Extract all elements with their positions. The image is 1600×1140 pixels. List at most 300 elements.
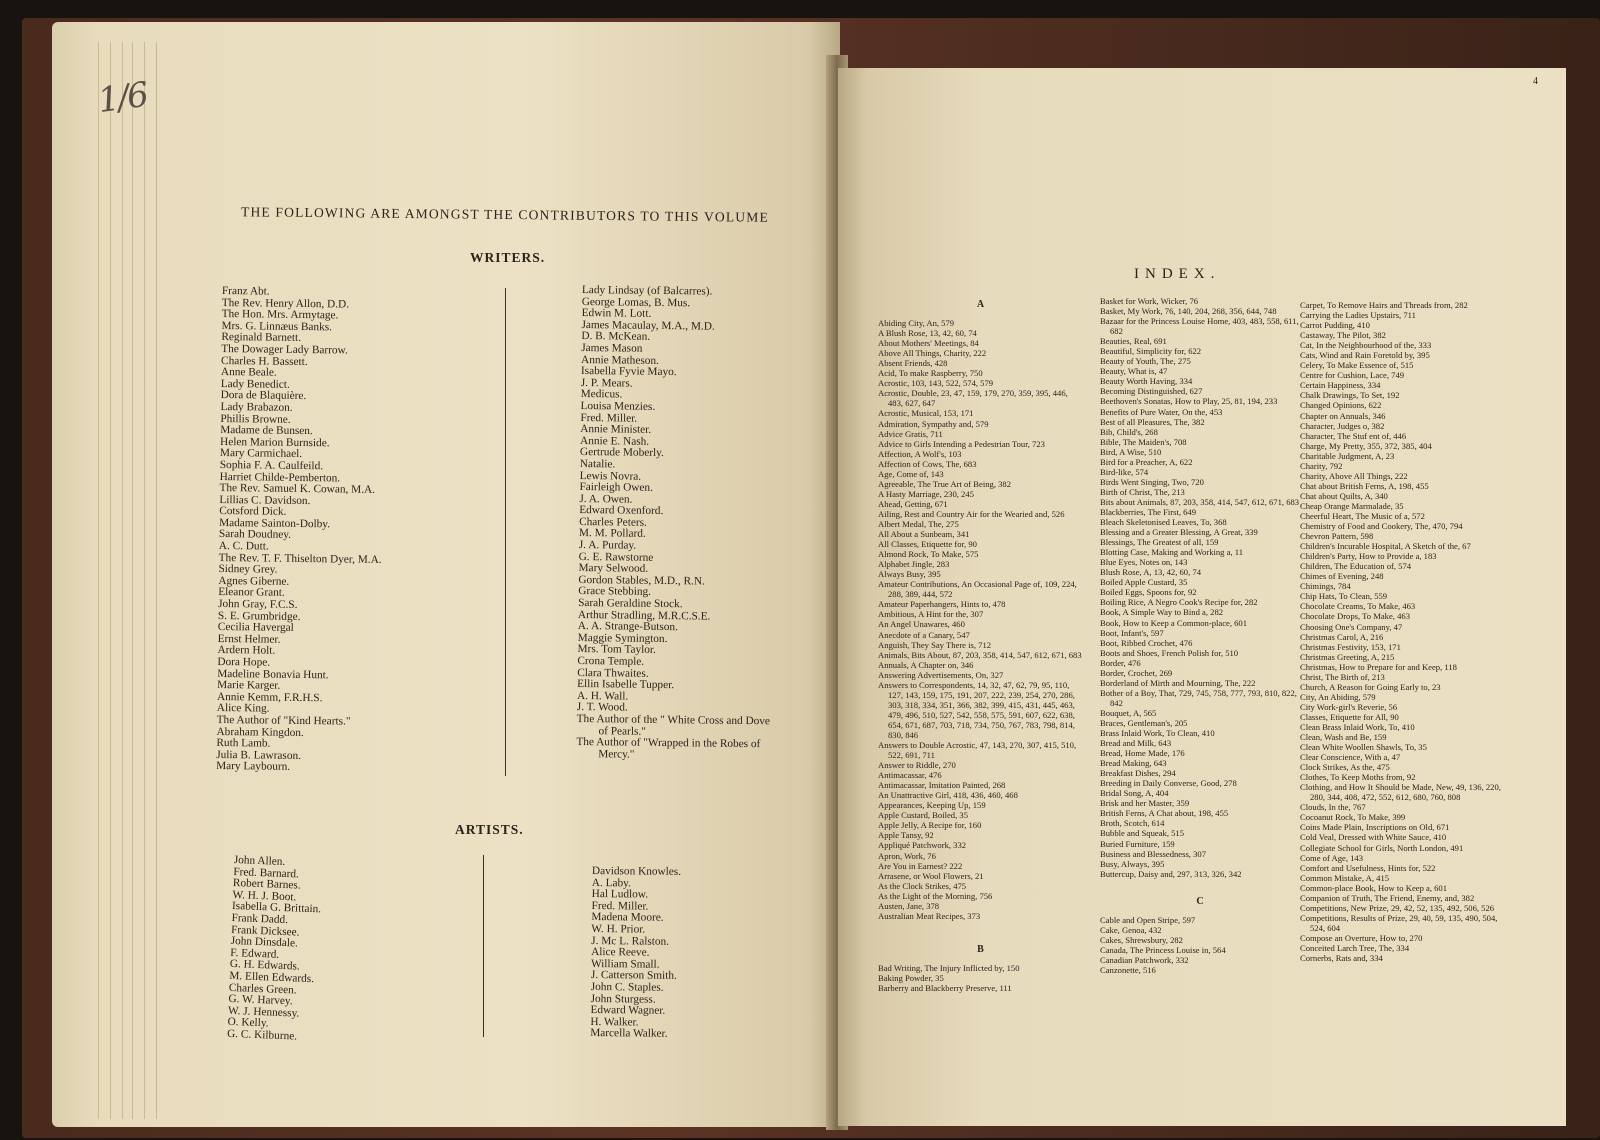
index-entry: Almond Rock, To Make, 575 — [878, 549, 979, 560]
index-entry: Canzonette, 516 — [1100, 965, 1156, 975]
artist-name: O. Kelly. — [227, 1016, 269, 1030]
artist-name: Edward Wagner. — [590, 1004, 666, 1017]
writer-name: Mrs. Tom Taylor. — [577, 643, 656, 657]
artist-name: J. Catterson Smith. — [590, 969, 677, 983]
contributors-heading: THE FOLLOWING ARE AMONGST THE CONTRIBUTORS TO THIS VOLUME — [240, 204, 770, 225]
writers-list-right — [576, 285, 787, 763]
writer-name: Helen Marion Burnside. — [220, 435, 330, 450]
writer-name: Charles H. Bassett. — [221, 354, 308, 368]
index-letter-c: C — [1196, 895, 1204, 907]
index-letter-b: B — [977, 943, 984, 955]
index-entry: Chapter on Annuals, 346 — [1300, 410, 1386, 421]
index-entry: Clock Strikes, As the, 475 — [1300, 762, 1390, 773]
right-page — [838, 68, 1566, 1126]
index-entry: Always Busy, 395 — [878, 569, 941, 580]
artist-name: Frank Dadd. — [231, 911, 289, 927]
index-entry: Best of all Pleasures, The, 382 — [1100, 416, 1205, 427]
index-entry: Bread, Home Made, 176 — [1100, 748, 1185, 759]
index-entry: Book, A Simple Way to Bind a, 282 — [1100, 607, 1224, 618]
writer-name: J. A. Owen. — [579, 492, 633, 506]
writer-name: M. M. Pollard. — [578, 527, 646, 541]
writer-name: Dora de Blaquière. — [220, 389, 307, 403]
writer-name: Clara Thwaites. — [577, 666, 649, 680]
index-entry: Chalk Drawings, To Set, 192 — [1300, 390, 1400, 401]
index-entry: Arrasene, or Wool Flowers, 21 — [878, 870, 984, 881]
index-entry: Canadian Patchwork, 332 — [1100, 954, 1189, 965]
index-entry: Borderland of Mirth and Mourning, The, 222 — [1100, 677, 1256, 688]
index-entry: Apple Jelly, A Recipe for, 160 — [878, 820, 982, 831]
column-divider — [505, 288, 506, 776]
writer-name: Annie Minister. — [580, 423, 652, 436]
writer-name: Mary Carmichael. — [219, 447, 303, 461]
artist-name: G. W. Harvey. — [228, 993, 293, 1008]
writer-name: Mary Laybourn. — [216, 760, 291, 774]
index-entry: Bread Making, 643 — [1100, 758, 1167, 769]
index-entry: Ahead, Getting, 671 — [878, 498, 948, 509]
writer-name: Lewis Novra. — [579, 469, 642, 483]
index-entry: Chocolate Drops, To Make, 463 — [1300, 611, 1410, 622]
writer-name: Julia B. Lawrason. — [216, 748, 302, 762]
index-entry: Common Mistake, A, 415 — [1300, 872, 1390, 883]
writer-name: The Author of "Kind Hearts." — [216, 713, 351, 728]
writer-name: Eleanor Grant. — [218, 586, 285, 600]
index-entry: Albert Medal, The, 275 — [878, 518, 959, 529]
index-entry: Acid, To make Raspberry, 750 — [878, 368, 983, 379]
writer-name: Sophia F. A. Caulfeild. — [219, 458, 324, 473]
index-entry: Clouds, In the, 767 — [1300, 802, 1366, 813]
index-entry: Breakfast Dishes, 294 — [1100, 768, 1176, 779]
writer-name: Madame de Bunsen. — [220, 424, 313, 438]
writer-name: James Macaulay, M.A., M.D. — [581, 318, 715, 333]
index-entry: Charitable Judgment, A, 23 — [1300, 450, 1395, 461]
artist-name: F. Edward. — [230, 946, 280, 961]
index-entry: Bazaar for the Princess Louise Home, 403, 483, 558, 611, 682 — [1100, 316, 1299, 337]
index-entry: Boot, Infant's, 597 — [1100, 627, 1164, 638]
index-entry: Clothing, and How It Should be Made, New, 49, 136, 220, 280, 344, 408, 472, 552, 612, 680, 760, 808 — [1300, 782, 1501, 803]
index-entry: Boot, Ribbed Crochet, 476 — [1100, 637, 1193, 648]
index-entry: Amateur Paperhangers, Hints to, 478 — [878, 599, 1006, 610]
index-entry: Blush Rose, A, 13, 42, 60, 74 — [1100, 567, 1201, 578]
index-entry: Charity, Above All Things, 222 — [1300, 470, 1408, 481]
index-entry: Age, Come of, 143 — [878, 468, 944, 479]
index-entry: Border, 476 — [1100, 657, 1141, 668]
index-entry: Cheerful Heart, The Music of a, 572 — [1300, 510, 1425, 521]
index-entry: Common-place Book, How to Keep a, 601 — [1300, 882, 1448, 893]
writer-name: Sarah Doudney. — [218, 528, 292, 542]
index-entry: Christmas Carol, A, 216 — [1300, 631, 1384, 642]
writer-name: A. C. Dutt. — [218, 540, 269, 553]
index-entry: Choosing One's Company, 47 — [1300, 621, 1403, 632]
index-entry: Competitions, New Prize, 29, 42, 52, 135, 492, 506, 526 — [1300, 902, 1495, 913]
index-entry: Advice to Girls Intending a Pedestrian Tour, 723 — [878, 438, 1045, 449]
artist-name: William Small. — [590, 957, 660, 971]
artist-name: Isabella G. Brittain. — [231, 900, 322, 916]
writer-name: Grace Stebbing. — [578, 585, 652, 599]
index-entry: Annuals, A Chapter on, 346 — [878, 659, 974, 670]
index-entry: Answers to Correspondents, 14, 32, 47, 62, 79, 95, 110, 127, 143, 159, 175, 191, 207, 222, 239, 254, 270, 286, 303, 318, 334, 351, 366, 382, 399, 415, 431, 445, 463, 479, 496, 510, 527, 542, 558, 575, 591, 607, 622, 638, 654, 671, 687, 703, 718, 734, 750, 767, 783, 798, 814, 830, 846 — [878, 679, 1075, 740]
index-entry: Alphabet Jingle, 283 — [878, 559, 950, 570]
index-entry: Christmas, How to Prepare for and Keep, 118 — [1300, 661, 1457, 672]
writer-name: Ellin Isabelle Tupper. — [577, 678, 675, 692]
writer-name: Cotsford Dick. — [219, 505, 287, 519]
writer-name: Crona Temple. — [577, 654, 645, 668]
artists-title: ARTISTS. — [455, 822, 524, 837]
artist-name: W. H. Prior. — [591, 922, 646, 936]
index-column-2 — [1100, 296, 1300, 975]
index-entry: Christmas Greeting, A, 215 — [1300, 651, 1395, 662]
index-entry: Beauties, Real, 691 — [1100, 336, 1167, 347]
writer-name: The Dowager Lady Barrow. — [221, 342, 348, 357]
index-entry: Basket for Work, Wicker, 76 — [1100, 296, 1199, 306]
index-entry: Anecdote of a Canary, 547 — [878, 629, 970, 640]
index-entry: Competitions, Results of Prize, 29, 40, 59, 135, 490, 504, 524, 604 — [1300, 912, 1498, 933]
index-entry: Carrot Pudding, 410 — [1300, 320, 1370, 331]
index-column-1 — [878, 294, 1083, 993]
index-entry: Collegiate School for Girls, North London, 491 — [1300, 842, 1464, 853]
index-entry: Baking Powder, 35 — [878, 972, 944, 983]
writer-name: The Rev. T. F. Thiselton Dyer, M.A. — [218, 551, 382, 566]
index-entry: Beethoven's Sonatas, How to Play, 25, 81, 194, 233 — [1100, 396, 1278, 407]
writer-name: Charles Peters. — [579, 515, 647, 529]
index-entry: Clean, Wash and Be, 159 — [1300, 732, 1387, 743]
index-entry: Bird for a Preacher, A, 622 — [1100, 456, 1193, 467]
index-entry: Chemistry of Food and Cookery, The, 470, 794 — [1300, 521, 1463, 532]
pencil-annotation: 1/6 — [95, 74, 150, 122]
index-entry: Compose an Overture, How to, 270 — [1300, 932, 1423, 943]
page-edge — [132, 42, 133, 1119]
index-entry: Charity, 792 — [1300, 460, 1343, 471]
index-entry: Abiding City, An, 579 — [878, 318, 955, 329]
index-entry: Cakes, Shrewsbury, 282 — [1100, 934, 1183, 945]
index-entry: Absent Friends, 428 — [878, 358, 948, 369]
artist-name: Fred. Miller. — [591, 899, 649, 913]
index-entry: Bubble and Squeak, 515 — [1100, 828, 1185, 839]
writer-name: Medicus. — [580, 388, 623, 401]
index-entry: Cable and Open Stripe, 597 — [1100, 914, 1196, 925]
page-edge — [156, 42, 157, 1119]
index-entry: Bible, The Maiden's, 708 — [1100, 436, 1187, 447]
index-entry: Children's Party, How to Provide a, 183 — [1300, 551, 1437, 562]
writer-name: Abraham Kingdon. — [216, 725, 304, 739]
page-edge — [122, 42, 123, 1119]
writer-name: The Author of the " White Cross and Dove of Pearls." — [576, 712, 771, 738]
index-entry: Braces, Gentleman's, 205 — [1100, 717, 1188, 728]
index-entry: Carpet, To Remove Hairs and Threads from, 282 — [1300, 300, 1468, 310]
index-entry: Broth, Scotch, 614 — [1100, 818, 1165, 829]
index-entry: Chevron Pattern, 598 — [1300, 531, 1374, 542]
index-title: INDEX. — [1134, 266, 1221, 282]
writer-name: Gordon Stables, M.D., R.N. — [578, 573, 705, 588]
writer-name: Edwin M. Lott. — [581, 307, 652, 321]
writer-name: Anne Beale. — [220, 366, 277, 379]
index-entry: Children's Incurable Hospital, A Sketch of the, 67 — [1300, 541, 1471, 552]
index-entry: Brass Inlaid Work, To Clean, 410 — [1100, 728, 1215, 739]
index-entry: Cocoanut Rock, To Make, 399 — [1300, 812, 1406, 823]
index-entry: Affection, A Wolf's, 103 — [878, 448, 962, 459]
artist-name: Madena Moore. — [591, 911, 664, 925]
writer-name: The Hon. Mrs. Armytage. — [221, 308, 339, 322]
index-entry: Basket, My Work, 76, 140, 204, 268, 356, 644, 748 — [1100, 306, 1277, 317]
writers-list-left — [216, 286, 385, 775]
writer-name: Sarah Geraldine Stock. — [578, 597, 683, 611]
index-entry: Ambitious, A Hint for the, 307 — [878, 609, 984, 620]
artists-list-right — [590, 866, 681, 1041]
writer-name: Franz Abt. — [221, 285, 270, 298]
index-entry: Come of Age, 143 — [1300, 852, 1364, 863]
page-number: 4 — [1533, 76, 1538, 87]
writer-name: The Rev. Henry Allon, D.D. — [221, 296, 350, 311]
index-entry: Antimacassar, Imitation Painted, 268 — [878, 780, 1006, 791]
index-entry: Clothes, To Keep Moths from, 92 — [1300, 772, 1416, 783]
writer-name: Madame Sainton-Dolby. — [219, 516, 331, 531]
index-entry: Border, Crochet, 269 — [1100, 667, 1173, 678]
index-entry: Cold Veal, Dressed with White Sauce, 410 — [1300, 832, 1447, 843]
index-entry: Centre for Cushion, Lace, 749 — [1300, 370, 1405, 381]
index-entry: Animals, Bits About, 87, 203, 358, 414, 547, 612, 671, 683 — [878, 649, 1082, 660]
index-entry: Buttercup, Daisy and, 297, 313, 326, 342 — [1100, 868, 1242, 879]
writer-name: J. T. Wood. — [576, 701, 628, 714]
writer-name: Dora Hope. — [217, 655, 271, 669]
index-entry: Acrostic, Double, 23, 47, 159, 179, 270, 359, 395, 446, 483, 627, 647 — [878, 388, 1068, 409]
artists-list-left — [227, 855, 323, 1044]
index-entry: Buried Furniture, 159 — [1100, 838, 1175, 849]
writer-name: The Author of "Wrapped in the Robes of Mercy." — [576, 736, 761, 761]
index-entry: Christ, The Birth of, 213 — [1300, 671, 1385, 682]
artist-name: Frank Dicksee. — [230, 923, 300, 939]
index-entry: Amateur Contributions, An Occasional Page of, 109, 224, 288, 389, 444, 572 — [878, 579, 1077, 600]
index-entry: Breeding in Daily Converse, Good, 278 — [1100, 778, 1237, 789]
index-entry: An Angel Unawares, 460 — [878, 619, 965, 630]
index-entry: Apple Tansy, 92 — [878, 830, 934, 841]
writer-name: Marie Karger. — [217, 679, 281, 692]
index-entry: Changed Opinions, 622 — [1300, 400, 1382, 411]
index-entry: Classes, Etiquette for All, 90 — [1300, 711, 1399, 722]
index-entry: Chat about Quilts, A, 340 — [1300, 490, 1388, 501]
index-entry: Cake, Genoa, 432 — [1100, 924, 1162, 935]
index-column-3 — [1300, 300, 1506, 963]
index-entry: Austen, Jane, 378 — [878, 900, 940, 911]
writers-title: WRITERS. — [470, 250, 546, 265]
artist-name: H. Walker. — [590, 1015, 639, 1029]
writer-name: Lady Benedict. — [220, 377, 290, 391]
index-entry: Bridal Song, A, 404 — [1100, 788, 1169, 799]
index-entry: Australian Meat Recipes, 373 — [878, 910, 981, 921]
index-entry: All Classes, Etiquette for, 90 — [878, 539, 977, 550]
index-entry: Castaway, The Pilot, 382 — [1300, 330, 1386, 341]
artist-name: John Sturgess. — [590, 992, 656, 1006]
index-letter-a: A — [976, 299, 985, 310]
writer-name: J. P. Mears. — [580, 376, 633, 390]
index-entry: Business and Blessedness, 307 — [1100, 848, 1206, 859]
index-entry: Answering Advertisements, On, 327 — [878, 669, 1004, 680]
writer-name: George Lomas, B. Mus. — [581, 295, 691, 309]
artist-name: J. Mc L. Ralston. — [591, 934, 670, 948]
index-entry: Church, A Reason for Going Early to, 23 — [1300, 681, 1441, 692]
writer-name: S. E. Grumbridge. — [217, 609, 301, 623]
writer-name: Lillias C. Davidson. — [219, 493, 311, 507]
index-entry: Coins Made Plain, Inscriptions on Old, 671 — [1300, 822, 1450, 833]
index-entry: Celery, To Make Essence of, 515 — [1300, 360, 1414, 371]
page-edge — [110, 42, 111, 1119]
index-entry: Busy, Always, 395 — [1100, 858, 1165, 869]
index-entry: Brisk and her Master, 359 — [1100, 798, 1190, 809]
index-entry: Antimacassar, 476 — [878, 770, 942, 781]
index-entry: Apple Custard, Boiled, 35 — [878, 810, 968, 821]
index-entry: Canada, The Princess Louise in, 564 — [1100, 944, 1226, 955]
index-entry: Comfort and Usefulness, Hints for, 522 — [1300, 862, 1436, 873]
index-entry: Carrying the Ladies Upstairs, 711 — [1300, 310, 1416, 321]
writer-name: Ardern Holt. — [217, 644, 276, 658]
index-entry: Character, The Stuf ent of, 446 — [1300, 430, 1407, 441]
index-entry: Conceited Larch Tree, The, 334 — [1300, 943, 1410, 953]
writer-name: Phillis Browne. — [220, 412, 291, 426]
writer-name: J. A. Purday. — [578, 539, 637, 552]
index-entry: Agreeable, The True Art of Being, 382 — [878, 478, 1012, 489]
index-entry: City, An Abiding, 579 — [1300, 691, 1376, 702]
artist-name: A. Laby. — [591, 876, 631, 890]
index-entry: Clean Brass Inlaid Work, To, 410 — [1300, 721, 1415, 732]
writer-name: A. H. Wall. — [576, 689, 629, 703]
artist-name: John C. Staples. — [590, 980, 664, 994]
writer-name: The Rev. Samuel K. Cowan, M.A. — [219, 482, 376, 496]
artist-name: Davidson Knowles. — [591, 865, 682, 878]
index-entry: Beauty of Youth, The, 275 — [1100, 356, 1191, 367]
artist-name: Marcella Walker. — [590, 1027, 668, 1041]
writer-name: Lady Lindsay (of Balcarres). — [581, 284, 713, 298]
writer-name: Harriet Childe-Pemberton. — [219, 470, 341, 484]
writer-name: Arthur Stradling, M.R.C.S.E. — [577, 608, 711, 623]
index-entry: Cornerbs, Rats and, 334 — [1300, 953, 1383, 964]
writer-name: Reginald Barnett. — [221, 331, 302, 345]
writer-name: Sidney Grey. — [218, 563, 278, 576]
writer-name: Edward Oxenford. — [579, 504, 664, 518]
index-entry: Clean White Woollen Shawls, To, 35 — [1300, 742, 1427, 753]
page-edge — [98, 42, 99, 1119]
index-entry: Birds Went Singing, Two, 720 — [1100, 476, 1204, 487]
index-entry: Chimings, 784 — [1300, 581, 1351, 592]
index-entry: Certain Happiness, 334 — [1300, 380, 1381, 391]
index-entry: Chip Hats, To Clean, 559 — [1300, 591, 1388, 602]
index-entry: Beauty Worth Having, 334 — [1100, 376, 1193, 387]
writer-name: Mary Selwood. — [578, 562, 649, 576]
index-entry: Blessing and a Greater Blessing, A Great, 339 — [1100, 527, 1258, 538]
index-entry: Book, How to Keep a Common-place, 601 — [1100, 617, 1248, 628]
index-entry: Are You in Earnest? 222 — [878, 860, 963, 871]
index-entry: Christmas Festivity, 153, 171 — [1300, 641, 1401, 652]
artist-name: Fred. Barnard. — [233, 865, 300, 881]
artist-name: John Allen. — [233, 854, 286, 868]
index-entry: Boiled Eggs, Spoons for, 92 — [1100, 587, 1197, 598]
index-entry: Becoming Distinguished, 627 — [1100, 386, 1203, 397]
index-entry: Bad Writing, The Injury Inflicted by, 150 — [878, 962, 1020, 973]
writer-name: Natalie. — [579, 457, 616, 471]
index-entry: Apron, Work, 76 — [878, 850, 936, 861]
index-entry: Barberry and Blackberry Preserve, 111 — [878, 983, 1012, 993]
index-entry: Blackberries, The First, 649 — [1100, 506, 1197, 517]
index-entry: Birth of Christ, The, 213 — [1100, 486, 1185, 497]
index-entry: Bleach Skeletonised Leaves, To, 368 — [1100, 517, 1227, 528]
writer-name: Ernst Helmer. — [217, 632, 281, 646]
index-entry: Character, Judges o, 382 — [1300, 420, 1385, 431]
artist-name: W. J. Hennessy. — [227, 1004, 300, 1020]
index-entry: Answers to Double Acrostic, 47, 143, 270, 307, 415, 510, 522, 691, 711 — [878, 740, 1077, 761]
writer-name: Alice King. — [216, 702, 270, 715]
index-entry: As the Clock Strikes, 475 — [878, 880, 967, 891]
writer-name: Lady Brabazon. — [220, 400, 293, 414]
writer-name: Annie Kemm, F.R.H.S. — [216, 690, 323, 705]
artist-name: G. C. Kilburne. — [226, 1027, 298, 1043]
writer-name: Gertrude Moberly. — [579, 446, 664, 460]
index-entry: Bib, Child's, 268 — [1100, 426, 1158, 437]
writer-name: Cecilia Havergal — [217, 621, 294, 635]
index-entry: Cat, In the Neighbourhood of the, 333 — [1300, 340, 1432, 351]
index-entry: Blotting Case, Making and Working a, 11 — [1100, 547, 1244, 558]
index-entry: Blessings, The Greatest of all, 159 — [1100, 537, 1219, 548]
index-entry: An Unattractive Girl, 418, 436, 460, 468 — [878, 790, 1018, 801]
index-entry: Charge, My Pretty, 355, 372, 385, 404 — [1300, 440, 1432, 451]
index-entry: Companion of Truth, The Friend, Enemy, and, 382 — [1300, 892, 1475, 903]
column-divider — [483, 855, 484, 1037]
index-entry: Beauty, What is, 47 — [1100, 366, 1168, 377]
index-entry: Boots and Shoes, French Polish for, 510 — [1100, 647, 1239, 658]
writer-name: D. B. McKean. — [581, 330, 651, 344]
index-entry: Appearances, Keeping Up, 159 — [878, 800, 986, 811]
writer-name: Louisa Menzies. — [580, 399, 656, 413]
index-entry: A Blush Rose, 13, 42, 60, 74 — [878, 328, 977, 339]
writer-name: G. E. Rawstorne — [578, 550, 654, 564]
index-entry: Chat about British Ferns, A, 198, 455 — [1300, 480, 1429, 491]
writer-name: Mrs. G. Linnæus Banks. — [221, 319, 333, 334]
index-entry: Bird, A Wise, 510 — [1100, 446, 1162, 457]
index-entry: Above All Things, Charity, 222 — [878, 348, 987, 359]
index-entry: Acrostic, Musical, 153, 171 — [878, 408, 974, 419]
index-entry: Clear Conscience, With a, 47 — [1300, 752, 1401, 763]
index-entry: A Hasty Marriage, 230, 245 — [878, 488, 974, 499]
writer-name: Annie Matheson. — [581, 353, 659, 367]
writer-name: Fairleigh Owen. — [579, 481, 654, 494]
writer-name: Annie E. Nash. — [580, 434, 650, 448]
index-entry: Appliqué Patchwork, 332 — [878, 840, 967, 851]
writer-name: John Gray, F.C.S. — [218, 598, 298, 611]
writer-name: Agnes Giberne. — [218, 574, 290, 588]
index-entry: British Ferns, A Chat about, 198, 455 — [1100, 808, 1229, 819]
artist-name: G. H. Edwards. — [229, 958, 300, 973]
index-entry: Children, The Education of, 574 — [1300, 561, 1412, 572]
index-entry: Beautiful, Simplicity for, 622 — [1100, 346, 1202, 357]
index-entry: All About a Sunbeam, 341 — [878, 529, 970, 540]
index-entry: Answer to Riddle, 270 — [878, 760, 956, 771]
index-entry: Boiling Rice, A Negro Cook's Recipe for, 282 — [1100, 597, 1258, 608]
page-edge — [144, 42, 145, 1119]
index-entry: Admiration, Sympathy and, 579 — [878, 418, 989, 429]
artist-name: Charles Green. — [228, 981, 297, 997]
index-entry: Anguish, They Say There is, 712 — [878, 639, 992, 650]
artist-name: Alice Reeve. — [591, 946, 650, 959]
writer-name: Isabella Fyvie Mayo. — [580, 365, 677, 379]
index-entry: Advice Gratis, 711 — [878, 428, 943, 439]
artist-name: Hal Ludlow. — [591, 888, 649, 901]
index-entry: About Mothers' Meetings, 84 — [878, 338, 979, 349]
index-entry: Bother of a Boy, That, 729, 745, 758, 777, 793, 810, 822, 842 — [1100, 687, 1297, 708]
index-entry: Bread and Milk, 643 — [1100, 738, 1172, 749]
writer-name: Maggie Symington. — [577, 631, 668, 645]
writer-name: James Mason — [581, 341, 643, 355]
writer-name: Ruth Lamb. — [216, 737, 271, 750]
index-entry: Bits about Animals, 87, 203, 358, 414, 547, 612, 671, 683 — [1100, 496, 1300, 507]
index-entry: Chocolate Creams, To Make, 463 — [1300, 601, 1416, 612]
index-entry: Blue Eyes, Notes on, 143 — [1100, 557, 1188, 568]
index-entry: Boiled Apple Custard, 35 — [1100, 577, 1188, 588]
